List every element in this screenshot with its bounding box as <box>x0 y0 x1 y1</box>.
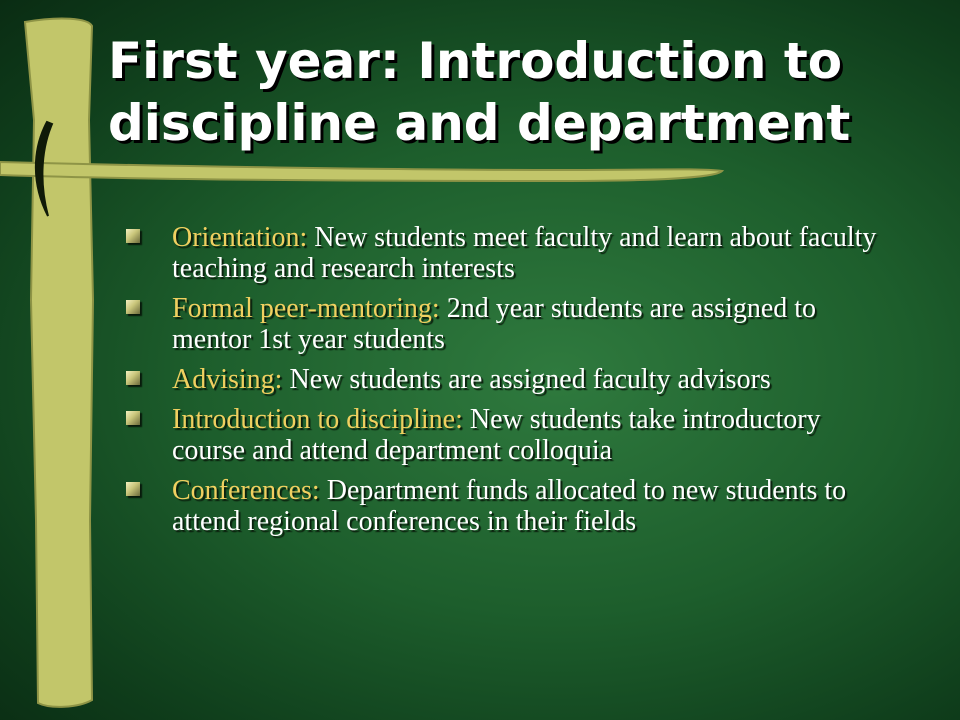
bullet-orientation <box>126 222 886 284</box>
square-bullet-icon <box>126 300 140 314</box>
bullet-key: Formal peer-mentoring: <box>172 293 447 324</box>
bullet-text: Department funds allocated to new students to attend regional conferences in their fields <box>172 475 847 537</box>
bullet-text: New students meet faculty and learn about faculty teaching and research interests <box>172 222 877 284</box>
square-bullet-icon <box>126 229 140 243</box>
square-bullet-icon <box>126 411 140 425</box>
bullet-key: Advising: <box>172 364 290 395</box>
bullet-text: New students take introductory course and attend department colloquia <box>172 404 821 466</box>
bullet-peer-mentoring <box>126 293 886 355</box>
bullet-introduction-to-discipline <box>126 404 886 466</box>
horizontal-stalk <box>0 162 722 181</box>
vertical-stalk <box>25 19 93 707</box>
square-bullet-icon <box>126 482 140 496</box>
bullet-conferences <box>126 475 886 537</box>
bullet-text: 2nd year students are assigned to mentor 1st year students <box>172 293 817 355</box>
bullet-key: Introduction to discipline: <box>172 404 470 435</box>
bullet-key: Orientation: <box>172 222 315 253</box>
square-bullet-icon <box>126 371 140 385</box>
bullet-key: Conferences: <box>172 475 327 506</box>
bullet-text: New students are assigned faculty advisors <box>289 364 771 395</box>
bullet-advising <box>126 364 886 395</box>
bullet-list <box>126 222 886 546</box>
slide-title: First year: Introduction to discipline and department <box>108 32 851 152</box>
